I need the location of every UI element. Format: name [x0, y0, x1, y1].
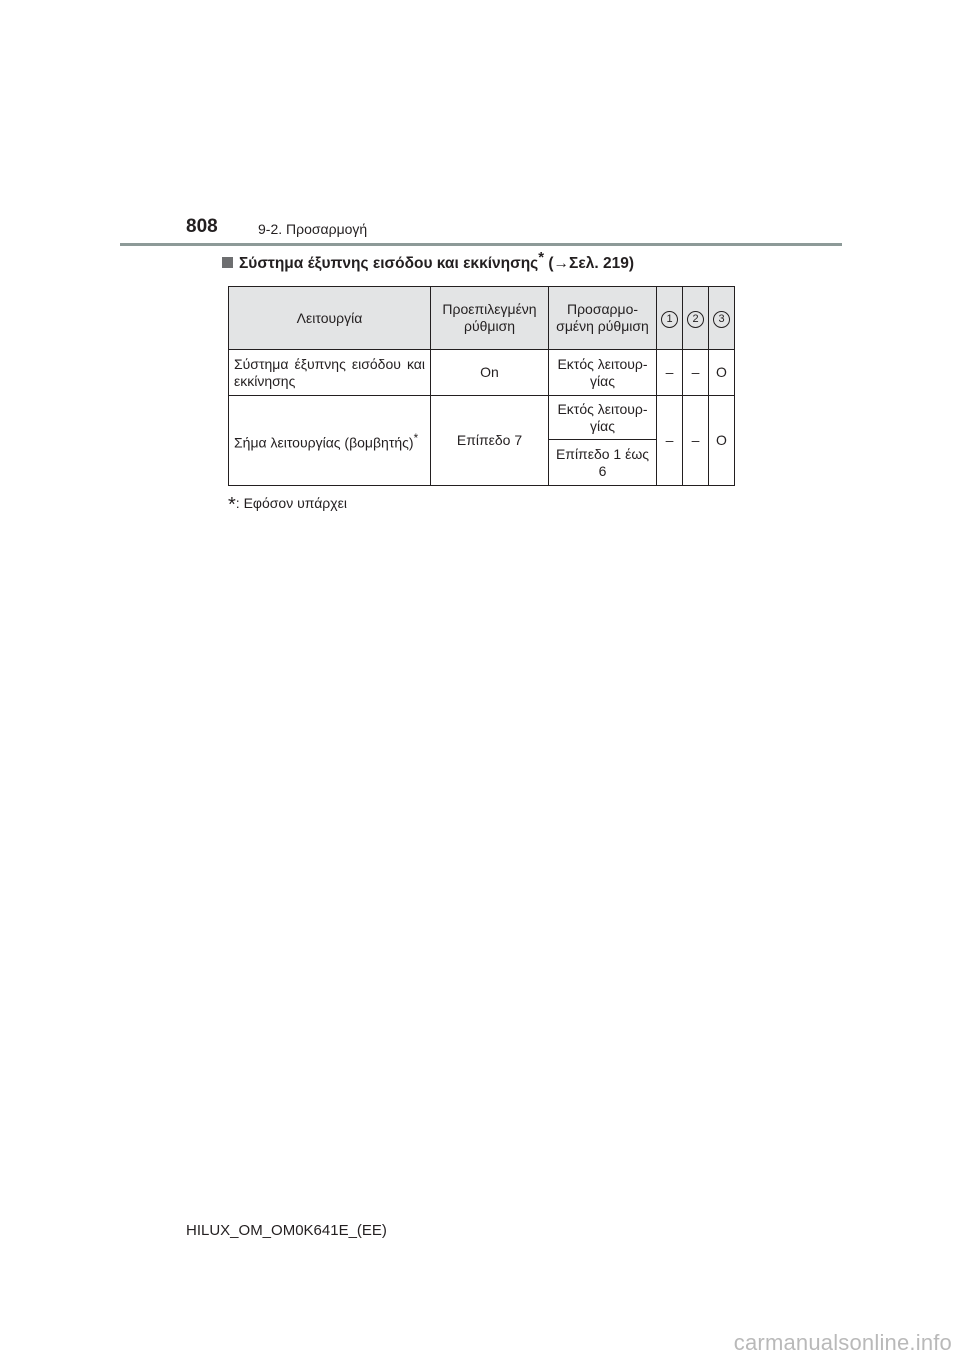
section-title: 9-2. Προσαρμογή	[258, 221, 368, 237]
cell-mark-3: O	[709, 396, 735, 486]
cell-mark-2: –	[683, 396, 709, 486]
cell-mark-3: O	[709, 350, 735, 396]
col-header-custom: Προσαρμο-σμένη ρύθμιση	[549, 287, 657, 350]
cell-mark-2: –	[683, 350, 709, 396]
function-text: Σήμα λειτουργίας (βομβητής)	[234, 434, 414, 451]
cell-mark-1: –	[657, 350, 683, 396]
cell-custom-option: Επίπεδο 1 έως 6	[549, 440, 657, 486]
customization-table	[228, 286, 735, 486]
manual-code: HILUX_OM_OM0K641E_(EE)	[186, 1222, 387, 1239]
table-row	[229, 350, 735, 396]
table-header-row	[229, 287, 735, 350]
circled-2-icon: 2	[687, 311, 704, 328]
footnote-text: : Εφόσον υπάρχει	[235, 495, 347, 511]
function-asterisk: *	[413, 431, 419, 445]
col-header-function: Λειτουργία	[229, 287, 431, 350]
cell-function	[229, 396, 431, 486]
circled-1-icon: 1	[661, 311, 678, 328]
col-header-2	[683, 287, 709, 350]
cell-function: Σύστημα έξυπνης εισόδου και εκκίνησης	[229, 350, 431, 396]
table-row	[229, 396, 735, 440]
col-header-default: Προεπιλεγμένη ρύθμιση	[431, 287, 549, 350]
col-header-3	[709, 287, 735, 350]
subsection-heading	[222, 248, 634, 273]
cell-default: Επίπεδο 7	[431, 396, 549, 486]
cell-mark-1: –	[657, 396, 683, 486]
cell-default: On	[431, 350, 549, 396]
page-number: 808	[186, 216, 218, 237]
heading-asterisk: *	[538, 248, 545, 266]
circled-3-icon: 3	[713, 311, 730, 328]
footnote	[228, 494, 347, 517]
cell-custom: Εκτός λειτουρ-γίας	[549, 350, 657, 396]
watermark: carmanualsonline.info	[733, 1330, 952, 1355]
col-header-1	[657, 287, 683, 350]
page-reference: (→Σελ. 219)	[544, 255, 634, 272]
heading-text: Σύστημα έξυπνης εισόδου και εκκίνησης	[239, 255, 539, 272]
header-divider	[120, 243, 842, 246]
cell-custom-option: Εκτός λειτουρ-γίας	[549, 396, 657, 440]
square-bullet-icon	[222, 257, 233, 268]
footnote-asterisk: *	[228, 494, 236, 516]
